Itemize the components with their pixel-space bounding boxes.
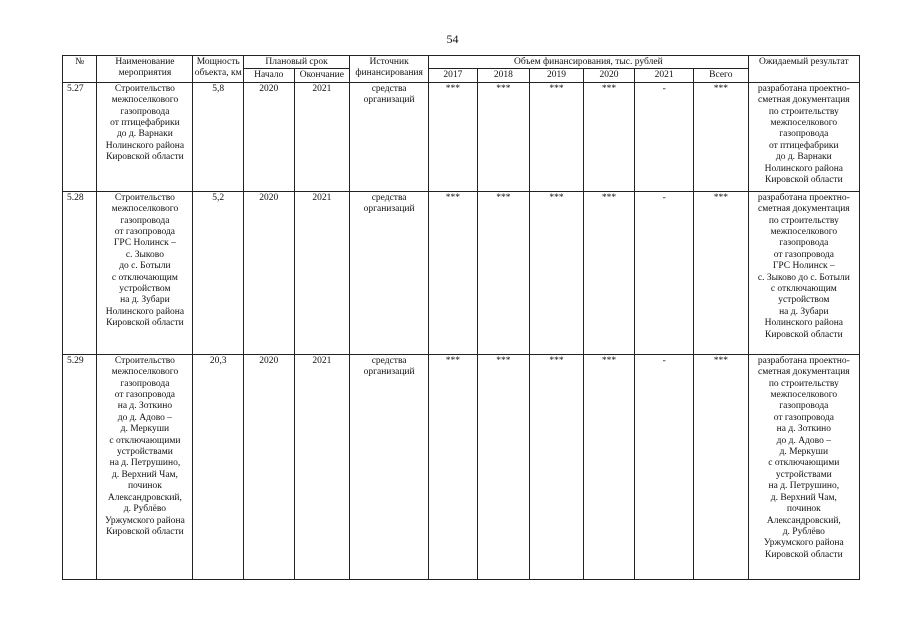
row-result-line: межпоселкового bbox=[770, 227, 838, 238]
row-name-line: газопровода bbox=[120, 378, 170, 389]
row-result-line: Нолинского района bbox=[764, 318, 844, 329]
row-funding-2019: *** bbox=[530, 191, 584, 354]
row-name-line: Нолинского района bbox=[105, 306, 185, 317]
row-funding-2018: *** bbox=[477, 191, 530, 354]
row-result-line: с отключающими bbox=[768, 458, 840, 469]
row-name-line: от птицефабрики bbox=[110, 118, 180, 129]
row-capacity: 5,8 bbox=[193, 82, 244, 191]
row-result-line: на д. Зоткино bbox=[776, 424, 831, 435]
row-name-line: Уржумского района bbox=[104, 515, 185, 526]
row-name-line: на д. Зубари bbox=[120, 295, 170, 306]
row-source bbox=[350, 354, 429, 579]
row-name-line: межпоселкового bbox=[111, 204, 179, 215]
row-end: 2021 bbox=[294, 191, 350, 354]
program-table bbox=[62, 55, 860, 580]
header-row-1 bbox=[63, 56, 860, 69]
header-source: Источник финансирования bbox=[350, 56, 429, 83]
row-result-line: от птицефабрики bbox=[769, 140, 839, 151]
row-result-line: разработана проектно- bbox=[757, 355, 850, 366]
row-capacity: 5,2 bbox=[193, 191, 244, 354]
row-source-line: организаций bbox=[363, 95, 415, 106]
row-result-line: Уржумского района bbox=[763, 538, 844, 549]
row-name-line: от газопровода bbox=[114, 227, 176, 238]
row-end: 2021 bbox=[294, 354, 350, 579]
row-name bbox=[97, 354, 193, 579]
row-source-line: организаций bbox=[363, 204, 415, 215]
row-name bbox=[97, 191, 193, 354]
row-funding-2019: *** bbox=[530, 354, 584, 579]
header-start: Начало bbox=[244, 69, 295, 82]
row-result-line: устройствами bbox=[775, 469, 832, 480]
row-name-line: от газопровода bbox=[114, 390, 176, 401]
row-result-line: Кировской области bbox=[764, 549, 843, 560]
row-name-line: д. Меркуши bbox=[120, 424, 170, 435]
row-name-line: починок bbox=[127, 481, 162, 492]
row-funding-2017: *** bbox=[429, 191, 478, 354]
header-num: № bbox=[63, 56, 97, 83]
row-start: 2020 bbox=[244, 191, 295, 354]
header-end: Окончание bbox=[294, 69, 350, 82]
row-result-line: газопровода bbox=[779, 238, 829, 249]
header-year-2017: 2017 bbox=[429, 69, 478, 82]
row-result-line: устройством bbox=[778, 295, 830, 306]
row-funding-2021: - bbox=[635, 82, 694, 191]
row-result-line: починок bbox=[786, 504, 821, 515]
row-result-line: от газопровода bbox=[773, 412, 834, 423]
row-name-line: до д. Варнаки bbox=[116, 129, 173, 140]
row-name-line: газопровода bbox=[120, 106, 170, 117]
row-name-line: до д. Адово – bbox=[117, 412, 173, 423]
row-start: 2020 bbox=[244, 354, 295, 579]
row-name-line: Кировской области bbox=[106, 526, 184, 537]
row-num: 5.27 bbox=[63, 82, 97, 191]
row-funding-2019: *** bbox=[530, 82, 584, 191]
row-source bbox=[350, 82, 429, 191]
row-funding-2017: *** bbox=[429, 354, 478, 579]
row-name bbox=[97, 82, 193, 191]
header-year-2021: 2021 bbox=[635, 69, 694, 82]
table-row bbox=[63, 82, 860, 191]
header-year-2020: 2020 bbox=[583, 69, 635, 82]
header-name: Наименование мероприятия bbox=[97, 56, 193, 83]
row-result-line: Александровский, bbox=[766, 515, 841, 526]
row-name-line: Кировской области bbox=[106, 318, 184, 329]
header-plan-term: Плановый срок bbox=[244, 56, 350, 69]
row-source-line: средства bbox=[371, 192, 407, 203]
header-funding: Объем финансирования, тыс. рублей bbox=[429, 56, 749, 69]
row-result-line: сметная документация bbox=[757, 367, 850, 378]
row-result-line: межпоселкового bbox=[770, 118, 838, 129]
row-total: *** bbox=[693, 354, 748, 579]
row-result-line: с. Зыково до с. Ботыли bbox=[757, 272, 850, 283]
row-name-line: Александровский, bbox=[107, 492, 182, 503]
row-result-line: д. Меркуши bbox=[779, 447, 829, 458]
row-name-line: с отключающими bbox=[109, 435, 181, 446]
table-row bbox=[63, 191, 860, 354]
header-result: Ожидаемый результат bbox=[748, 56, 859, 83]
row-name-line: устройствами bbox=[116, 447, 173, 458]
row-result-line: Нолинского района bbox=[764, 163, 844, 174]
row-funding-2020: *** bbox=[583, 191, 635, 354]
row-name-line: с отключающим bbox=[111, 272, 178, 283]
row-result-line: Кировской области bbox=[764, 175, 843, 186]
row-funding-2017: *** bbox=[429, 82, 478, 191]
table-body bbox=[63, 82, 860, 579]
row-name-line: д. Верхний Чам, bbox=[111, 469, 178, 480]
row-result-line: ГРС Нолинск – bbox=[772, 261, 835, 272]
row-name-line: на д. Зоткино bbox=[117, 401, 173, 412]
row-num: 5.29 bbox=[63, 354, 97, 579]
row-name-line: с. Зыково bbox=[125, 249, 164, 260]
row-name-line: ГРС Нолинск – bbox=[113, 238, 176, 249]
header-total: Всего bbox=[693, 69, 748, 82]
row-result-line: на д. Зубари bbox=[779, 306, 829, 317]
row-result bbox=[748, 82, 859, 191]
row-result-line: Кировской области bbox=[764, 329, 843, 340]
row-name-line: газопровода bbox=[120, 215, 170, 226]
header-year-2018: 2018 bbox=[477, 69, 530, 82]
row-start: 2020 bbox=[244, 82, 295, 191]
row-name-line: межпоселкового bbox=[111, 367, 179, 378]
header-year-2019: 2019 bbox=[530, 69, 584, 82]
row-source-line: средства bbox=[371, 355, 407, 366]
row-result-line: до д. Варнаки bbox=[775, 152, 832, 163]
row-result-line: разработана проектно- bbox=[757, 83, 850, 94]
row-name-line: Кировской области bbox=[106, 152, 184, 163]
row-funding-2020: *** bbox=[583, 354, 635, 579]
row-result-line: до д. Адово – bbox=[776, 435, 831, 446]
row-result bbox=[748, 191, 859, 354]
page-number: 54 bbox=[446, 32, 459, 46]
row-result-line: сметная документация bbox=[757, 204, 850, 215]
row-name-line: д. Рублёво bbox=[123, 504, 167, 515]
row-name-line: на д. Петрушино, bbox=[109, 458, 181, 469]
row-result bbox=[748, 354, 859, 579]
row-funding-2021: - bbox=[635, 191, 694, 354]
row-result-line: газопровода bbox=[779, 129, 829, 140]
row-result-line: д. Верхний Чам, bbox=[770, 492, 837, 503]
row-result-line: по строительству bbox=[768, 215, 839, 226]
row-result-line: газопровода bbox=[779, 401, 829, 412]
row-num: 5.28 bbox=[63, 191, 97, 354]
row-result-line: от газопровода bbox=[773, 249, 834, 260]
table-row bbox=[63, 354, 860, 579]
row-capacity: 20,3 bbox=[193, 354, 244, 579]
row-result-line: по строительству bbox=[768, 106, 839, 117]
row-funding-2020: *** bbox=[583, 82, 635, 191]
row-name-line: до с. Ботыли bbox=[119, 261, 171, 272]
row-result-line: с отключающим bbox=[770, 284, 837, 295]
row-name-line: межпоселкового bbox=[111, 95, 179, 106]
row-name-line: Строительство bbox=[114, 192, 175, 203]
row-funding-2018: *** bbox=[477, 82, 530, 191]
row-total: *** bbox=[693, 82, 748, 191]
row-end: 2021 bbox=[294, 82, 350, 191]
row-total: *** bbox=[693, 191, 748, 354]
row-name-line: Строительство bbox=[114, 83, 175, 94]
row-name-line: Строительство bbox=[114, 355, 175, 366]
row-result-line: д. Рублёво bbox=[782, 526, 825, 537]
row-funding-2021: - bbox=[635, 354, 694, 579]
row-result-line: сметная документация bbox=[757, 95, 850, 106]
row-name-line: устройством bbox=[119, 284, 171, 295]
row-result-line: по строительству bbox=[768, 378, 839, 389]
row-name-line: Нолинского района bbox=[105, 140, 185, 151]
row-funding-2018: *** bbox=[477, 354, 530, 579]
header-capacity: Мощность объекта, км bbox=[193, 56, 244, 83]
row-source bbox=[350, 191, 429, 354]
row-result-line: межпоселкового bbox=[770, 390, 838, 401]
row-source-line: организаций bbox=[363, 367, 415, 378]
row-result-line: на д. Петрушино, bbox=[768, 481, 840, 492]
row-result-line: разработана проектно- bbox=[757, 192, 850, 203]
row-source-line: средства bbox=[371, 83, 407, 94]
